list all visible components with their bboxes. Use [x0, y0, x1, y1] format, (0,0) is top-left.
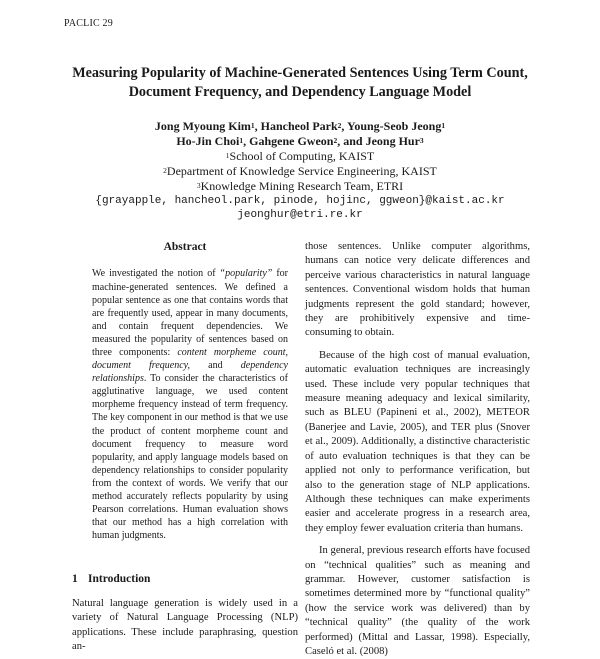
affil-mark: 1 — [225, 151, 230, 160]
conference-tag: PACLIC 29 — [64, 18, 113, 29]
author-separator: , — [243, 134, 250, 148]
abstract-text: We investigated the notion of — [92, 268, 220, 280]
author-affil-mark: 1 — [239, 136, 244, 145]
affil-text: School of Computing, KAIST — [229, 149, 375, 163]
author-separator: , — [341, 119, 347, 133]
author-name: Young-Seob Jeong — [346, 119, 442, 133]
author-name: Jong Myoung Kim — [154, 119, 251, 133]
title-line-1: Measuring Popularity of Machine-Generated Sentences Using Term Count, — [72, 65, 528, 81]
section-number: 1 — [72, 573, 78, 586]
email-line-2: jeonghur@etri.re.kr — [237, 209, 363, 221]
left-column — [72, 240, 298, 654]
title-line-2: Document Frequency, and Dependency Language Model — [128, 84, 472, 100]
section-title: Introduction — [88, 573, 151, 586]
intro-paragraph: Natural language generation is widely used in a variety of Natural Language Processing (NLP) applications. These include paraphrasing, question an- — [72, 597, 298, 652]
body-paragraph-1: those sentences. Unlike computer algorithms, humans can notice very delicate differences and perceive various characteristics in natural language sentences. Conventional wisdom holds that human judgments represent the gold standard; however, they are prohibitively expensive and time-consuming to obtain. — [305, 241, 530, 339]
author-name: Ho-Jin Choi — [176, 134, 240, 148]
author-line-1 — [40, 119, 560, 134]
paper-title — [40, 64, 560, 102]
author-name: Jeong Hur — [365, 134, 420, 148]
affil-mark: 2 — [163, 166, 167, 175]
author-affil-mark: 1 — [441, 121, 446, 130]
abstract-emphasis: content morpheme count, document frequency, — [92, 346, 288, 372]
affil-mark: 3 — [196, 181, 201, 190]
email-line-1: {grayapple, hancheol.park, pinode, hojinc, ggweon}@kaist.ac.kr — [95, 195, 505, 207]
author-name: Gahgene Gweon — [249, 134, 334, 148]
author-line-2 — [40, 134, 560, 149]
abstract-emphasis: dependency relationships — [92, 360, 288, 385]
author-affil-mark: 2 — [333, 136, 338, 145]
author-affil-mark: 2 — [337, 121, 342, 130]
abstract-body — [92, 267, 288, 542]
author-separator: , — [254, 119, 261, 133]
affiliation-2 — [40, 164, 560, 179]
author-separator: , and — [337, 134, 366, 148]
affiliation-3 — [40, 179, 560, 194]
section-heading-introduction — [72, 572, 298, 586]
affil-text: Department of Knowledge Service Engineering, KAIST — [166, 164, 437, 178]
right-column — [305, 240, 530, 659]
abstract-heading: Abstract — [163, 241, 207, 253]
author-block — [40, 119, 560, 222]
body-paragraph-2: Because of the high cost of manual evaluation, automatic evaluation techniques are increasingly used. These include very popular techniques that measure meaning adequacy and lexical similarity, such as BLEU (Papineni et al., 2002), METEOR (Banerjee and Lavie, 2005), and TER plus (Snover et al., 2009). Additionally, a distinctive characteristic of auto evaluation techniques is that they can be applied not only to performance verification, but also to the generation stage of NLP applications. Although these techniques can make experiments easier and accelerate progress in a research area, they employ fewer evaluation criteria than humans. — [305, 349, 530, 534]
body-paragraph-3: In general, previous research efforts have focused on “technical qualities” such as meaning and grammar. However, customer satisfaction is sometimes determined more by “functional quality” (how the service work was delivered) than by “technical quality” (the quality of the work performed) (Mittal and Lassar, 1998). Especially, Caseló et al. (2008) — [305, 545, 530, 657]
author-name: Hancheol Park — [260, 119, 338, 133]
abstract-text: . To consider the characteristics of agglutinative language, we used content morpheme frequency instead of term frequency. The key component in our method is that we use the product of content morpheme count and document frequency to measure word popularity, and apply language models based on dependency relationships to consider popularity from the context of words. We verify that our method accurately reflects popularity by using Pearson correlations. Human evaluation shows that our method has a high correlation with human judgments. — [92, 373, 288, 542]
author-affil-mark: 3 — [419, 136, 424, 145]
author-affil-mark: 1 — [250, 121, 255, 130]
affil-text: Knowledge Mining Research Team, ETRI — [200, 179, 404, 193]
abstract-text: and — [190, 360, 241, 372]
affiliation-1 — [40, 149, 560, 164]
abstract-emphasis: “popularity” — [219, 268, 273, 280]
abstract-text: for machine-generated sentences. We defined a popular sentence as one that contains words that are frequently used, appear in many documents, and contain frequent dependencies. We measured the popularity of sentences based on three components: — [92, 268, 288, 358]
